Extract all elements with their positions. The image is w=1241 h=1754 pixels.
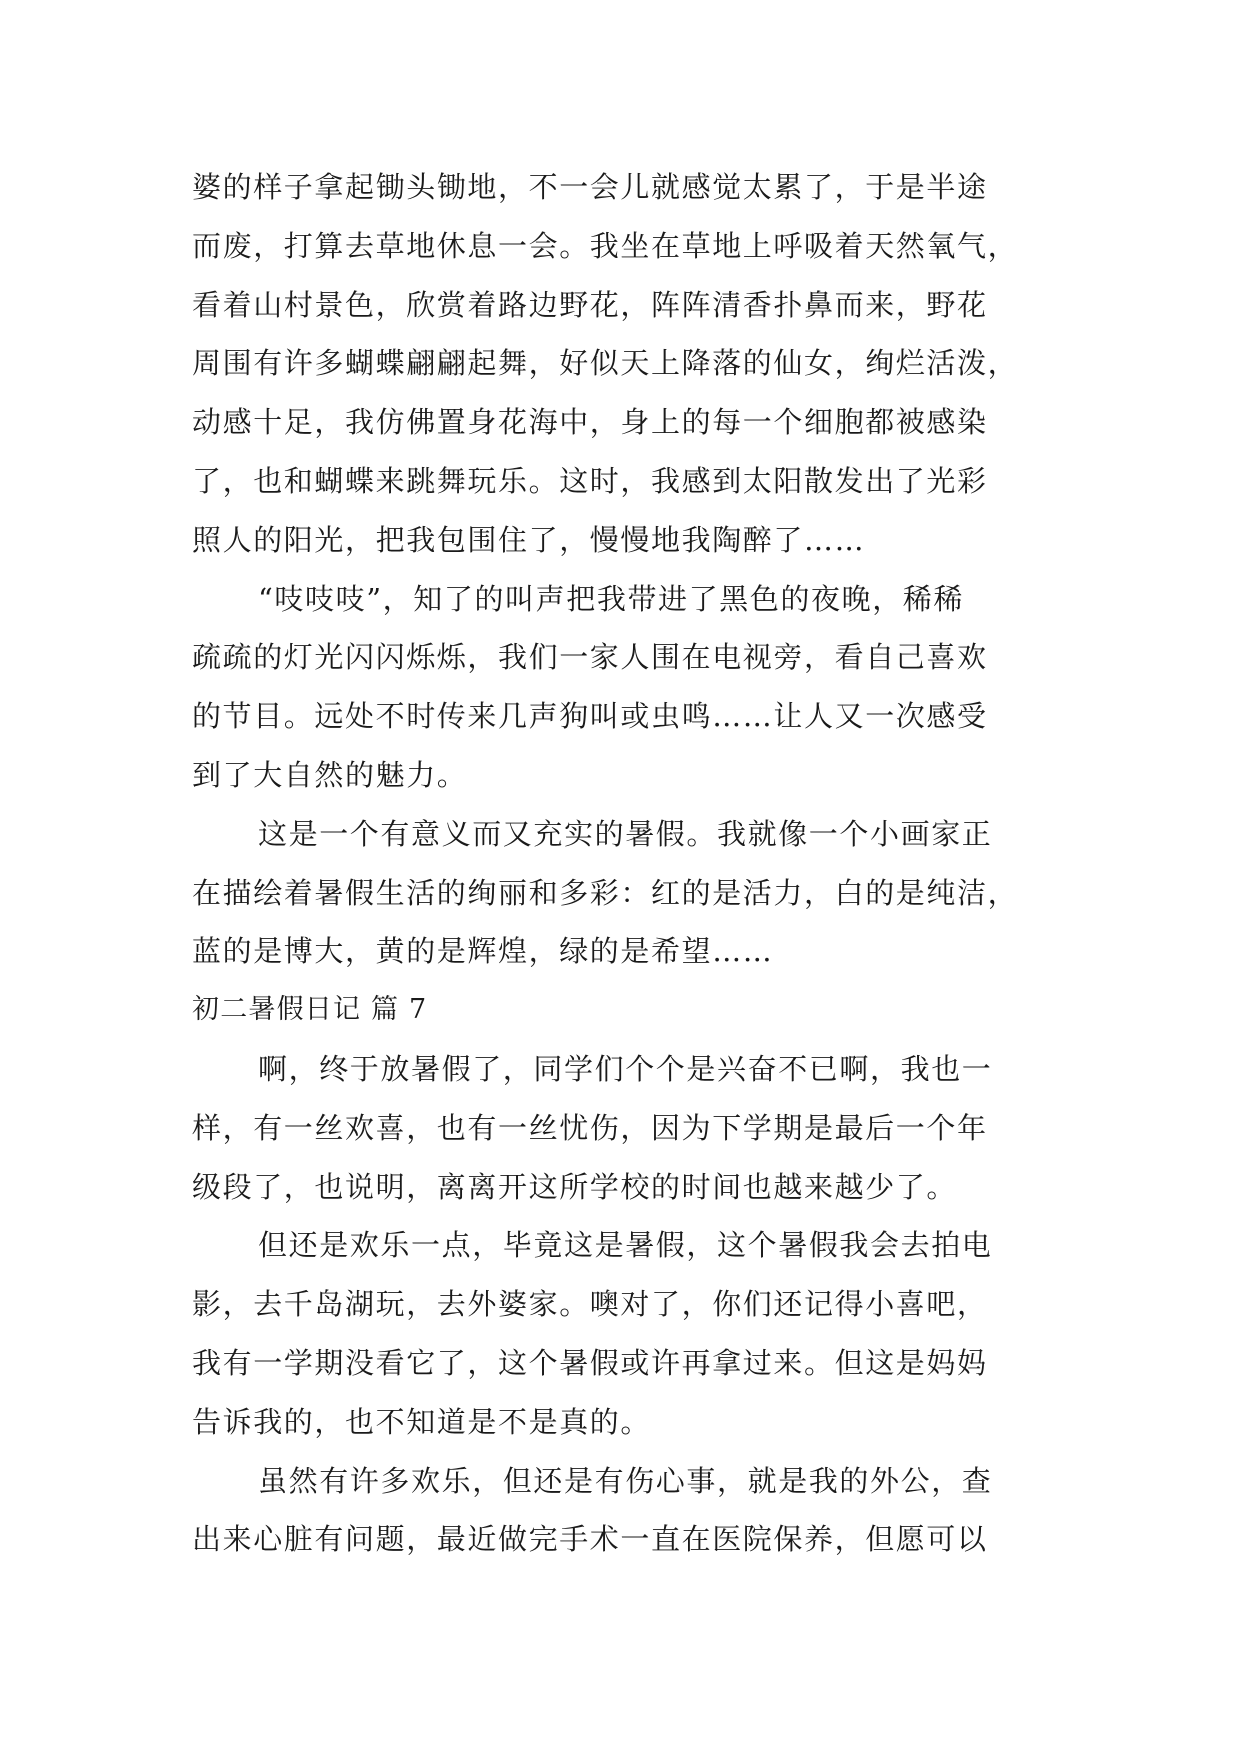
text-line: 蓝的是博大，黄的是辉煌，绿的是希望……	[192, 934, 774, 969]
section-heading: 初二暑假日记 篇 7	[192, 994, 428, 1026]
text-line: 婆的样子拿起锄头锄地，不一会儿就感觉太累了，于是半途	[192, 170, 988, 204]
text-line: 疏疏的灯光闪闪烁烁，我们一家人围在电视旁，看自己喜欢	[192, 640, 988, 675]
text-line: 影，去千岛湖玩，去外婆家。噢对了，你们还记得小喜吧，	[192, 1287, 988, 1322]
paragraph	[192, 158, 1060, 570]
text-line: 看着山村景色，欣赏着路边野花，阵阵清香扑鼻而来，野花	[192, 287, 988, 322]
paragraph	[192, 1452, 1060, 1570]
text-line: 这是一个有意义而又充实的暑假。我就像一个小画家正	[258, 816, 993, 851]
paragraph	[192, 1040, 1060, 1216]
text-line: 样，有一丝欢喜，也有一丝忧伤，因为下学期是最后一个年	[192, 1110, 988, 1145]
text-line: 虽然有许多欢乐，但还是有伤心事，就是我的外公，查	[258, 1463, 993, 1498]
text-line: 级段了，也说明，离离开这所学校的时间也越来越少了。	[192, 1169, 958, 1204]
text-line: 我有一学期没看它了，这个暑假或许再拿过来。但这是妈妈	[192, 1345, 988, 1380]
text-line: 的节目。远处不时传来几声狗叫或虫鸣……让人又一次感受	[192, 699, 988, 734]
text-line: 动感十足，我仿佛置身花海中，身上的每一个细胞都被感染	[192, 405, 988, 440]
text-line: 了，也和蝴蝶来跳舞玩乐。这时，我感到太阳散发出了光彩	[192, 463, 988, 498]
paragraph	[192, 570, 1060, 805]
paragraph	[192, 1216, 1060, 1451]
text-line: 在描绘着暑假生活的绚丽和多彩：红的是活力，白的是纯洁，	[192, 875, 1019, 910]
text-line: 到了大自然的魅力。	[192, 757, 468, 792]
paragraph	[192, 805, 1060, 981]
text-line: 照人的阳光，把我包围住了，慢慢地我陶醉了……	[192, 522, 866, 557]
text-line: “吱吱吱”，知了的叫声把我带进了黑色的夜晚，稀稀	[258, 581, 965, 616]
text-line: 周围有许多蝴蝶翩翩起舞，好似天上降落的仙女，绚烂活泼，	[192, 346, 1019, 381]
document-body	[192, 158, 1060, 1569]
text-line: 而废，打算去草地休息一会。我坐在草地上呼吸着天然氧气，	[192, 228, 1019, 263]
text-line: 但还是欢乐一点，毕竟这是暑假，这个暑假我会去拍电	[258, 1228, 993, 1263]
text-line: 告诉我的，也不知道是不是真的。	[192, 1404, 652, 1439]
text-line: 啊，终于放暑假了，同学们个个是兴奋不已啊，我也一	[258, 1051, 993, 1086]
text-line: 出来心脏有问题，最近做完手术一直在医院保养，但愿可以	[192, 1522, 988, 1557]
